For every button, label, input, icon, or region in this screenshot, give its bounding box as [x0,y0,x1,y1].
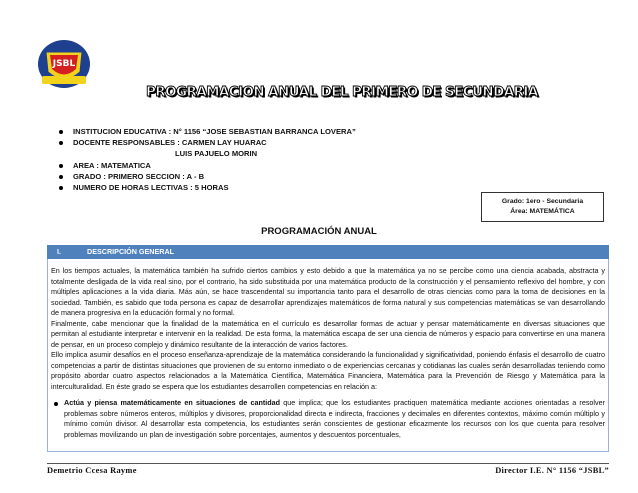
section-number: I. [57,247,61,256]
info-horas: NUMERO DE HORAS LECTIVAS : 5 HORAS [55,182,356,193]
grade-label: Grado: 1ero - Secundaria [501,198,584,205]
competence-bullet [51,398,605,440]
paragraph-2: Finalmente, cabe mencionar que la finalidad de la matemática en el currículo es desarrollar formas de actuar y pensar matemáticamente en diversas situaciones que permitan al estudiante interpretar e intervenir en la realidad. De esta forma, la matemática escapa de ser una ciencia de números y espacio para convertirse en una manera de pensar, en un proceso complejo y dinámico resultante de la interacción de varios factores. [51,318,605,349]
info-area: AREA : MATEMATICA [55,160,356,171]
section-label: DESCRIPCIÓN GENERAL [87,247,175,256]
section-heading: PROGRAMACIÓN ANUAL [261,226,377,237]
logo-text: JSBL [52,59,76,69]
grade-area-box [481,192,604,222]
paragraph-3: Ello implica asumir desafíos en el proceso enseñanza-aprendizaje de la matemática considerando la funcionalidad y significatividad, poniendo énfasis el desarrollo de cuatro competencias a partir de distintas situaciones que provienen de su entorno inmediato o de experiencias cercanas y cotidianas las cuales serán desarrolladas teniendo como propósito abordar cuatro aspectos relacionados a la Matemática Científica, Matemática Financiera, Matemática para la Prevención de Riesgo y Matemática para la interculturalidad. En éste grado se espera que los estudiantes desarrollen competencias en relación a: [51,350,605,391]
school-crest-logo [36,38,92,90]
info-grado: GRADO : PRIMERO SECCION : A - B [55,171,356,182]
page-footer [47,463,609,478]
info-docente: DOCENTE RESPONSABLES : CARMEN LAY HUARAC [55,137,356,148]
general-description-body [47,259,609,452]
area-label: Área: MATEMÁTICA [510,208,575,215]
info-docente-2: LUIS PAJUELO MORIN [175,149,258,159]
page-title: PROGRAMACION ANUAL DEL PRIMERO DE SECUNDARIA [146,84,538,100]
institution-info-list [55,126,356,193]
footer-director: Director I.E. N° 1156 “JSBL” [495,466,609,475]
general-description-header [47,245,609,259]
info-institucion: INSTITUCION EDUCATIVA : N° 1156 “JOSE SEBASTIAN BARRANCA LOVERA” [55,126,356,137]
paragraph-1: En los tiempos actuales, la matemática también ha sufrido ciertos cambios y esto debido a que la matemática ya no se percibe como una ciencia acabada, abstracta y totalmente desligada de la vida real sino, por el contrario, ha sido substituida por una matemática producto de la construcción y el pensamiento reflexivo del hombre, y con múltiples aplicaciones a la vida diaria. Más aún, se hace trascendental su importancia tanto para el desarrollo de otras ciencias como para la toma de decisiones en la sociedad. También, es sabido que toda persona es capaz de desarrollar aprendizajes matemáticos de forma natural y sus competencias matemáticas se van desarrollando de manera progresiva en la educación formal y no formal. [51,266,605,317]
competence-text: que implica; que los estudiantes practiquen matemática mediante acciones orientadas a resolver problemas sobre números enteros, múltiplos y divisores, proporcionalidad directa e indirecta, fracciones y decimales en diferentes contextos, máximo común múltiplo y mínimo común divisor. Al desarrollar esta competencia, los estudiantes serán conscientes de gestionar eficazmente los recursos con los que cuenta para resolver problemas movilizando un plan de investigación sobre porcentajes, aumentos y descuentos porcentuales, [64,398,605,439]
footer-author: Demetrio Ccesa Rayme [47,466,137,475]
competence-title: Actúa y piensa matemáticamente en situaciones de cantidad [64,398,281,407]
